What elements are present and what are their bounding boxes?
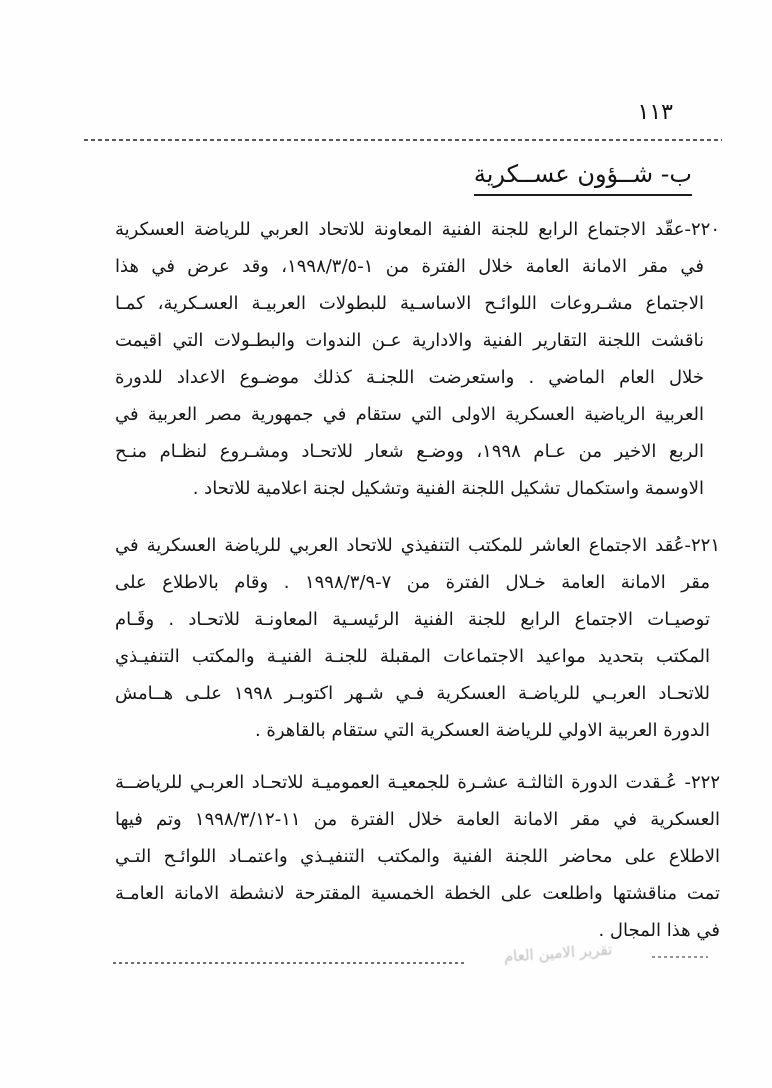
section-heading: ب- شــؤون عســكرية: [474, 160, 692, 196]
text-line: مقر الامانة العامة خـلال الفترة من ٧-١٩٩٨/٣/٩ . وقام بالاطلاع على: [115, 572, 710, 593]
footer-divider-short: [652, 956, 708, 958]
text-line: ٢٢٢- عُـقدت الدورة الثالثـة عشـرة للجمعيـة العموميـة للاتحـاد العربـي للرياضــة: [115, 772, 720, 793]
text-line: ناقشت اللجنة التقارير الفنية والادارية عـن الندوات والبطـولات التي اقيمت: [115, 330, 704, 351]
text-line: في مقر الامانة العامة خلال الفترة من ١-١٩٩٨/٣/٥، وقد عرض في هذا: [115, 256, 704, 277]
header-divider: [84, 139, 722, 141]
text-line: في هذا المجال .: [598, 920, 720, 941]
footer-note: تقرير الامين العام: [503, 940, 613, 966]
text-line: للاتحـاد العربـي للرياضـة العسكرية فـي شـهر اكتوبـر ١٩٩٨ علـى هــامش: [115, 683, 710, 704]
text-line: العسكرية في مقر الامانة العامة خلال الفترة من ١١-١٩٩٨/٣/١٢ وتم فيها: [115, 809, 720, 830]
text-line: توصيـات الاجتماع الرابع للجنة الفنية الرئيسـية المعاونـة للاتحـاد . وقَـام: [115, 609, 710, 630]
text-line: الربع الاخير من عـام ١٩٩٨، ووضـع شعار للاتحـاد ومشـروع لنظـام منـح: [115, 441, 704, 462]
text-line: ٢٢١-عُقد الاجتماع العاشر للمكتب التنفيذي للاتحاد العربي للرياضة العسكرية في: [115, 535, 720, 556]
body-text: [115, 211, 720, 949]
text-line: العربية الرياضية العسكرية الاولى التي ستقام في جمهورية مصر العربية في: [115, 404, 704, 425]
text-line: الاوسمة واستكمال تشكيل اللجنة الفنية وتشكيل لجنة اعلامية للاتحاد .: [192, 478, 704, 499]
text-line: تمت مناقشتها واطلعت على الخطة الخمسية المقترحة لانشطة الامانة العامـة: [115, 883, 720, 904]
paragraph-222: [115, 764, 720, 949]
text-line: المكتب بتحديد مواعيد الاجتماعات المقبلة للجنـة الفنيـة والمكتب التنفيـذي: [115, 646, 710, 667]
text-line: الدورة العربية الاولي للرياضة العسكرية التي ستقام بالقاهرة .: [254, 720, 710, 741]
text-line: ٢٢٠-عقّد الاجتماع الرابع للجنة الفنية المعاونة للاتحاد العربي للرياضة العسكرية: [115, 219, 720, 240]
page-number: ١١٣: [637, 100, 673, 125]
text-line: الاطلاع على محاضر اللجنة الفنية والمكتب التنفيـذي واعتمـاد اللوائـح التـي: [115, 846, 720, 867]
paragraph-220: [115, 211, 720, 507]
text-line: خلال العام الماضي . واستعرضت اللجنـة كذلك موضـوع الاعداد للدورة: [115, 367, 704, 388]
footer-divider: [113, 962, 465, 964]
text-line: الاجتماع مشـروعات اللوائـح الاساسـية للبطولات العربيـة العسـكرية، كمـا: [115, 293, 704, 314]
paragraph-221: [115, 527, 720, 749]
